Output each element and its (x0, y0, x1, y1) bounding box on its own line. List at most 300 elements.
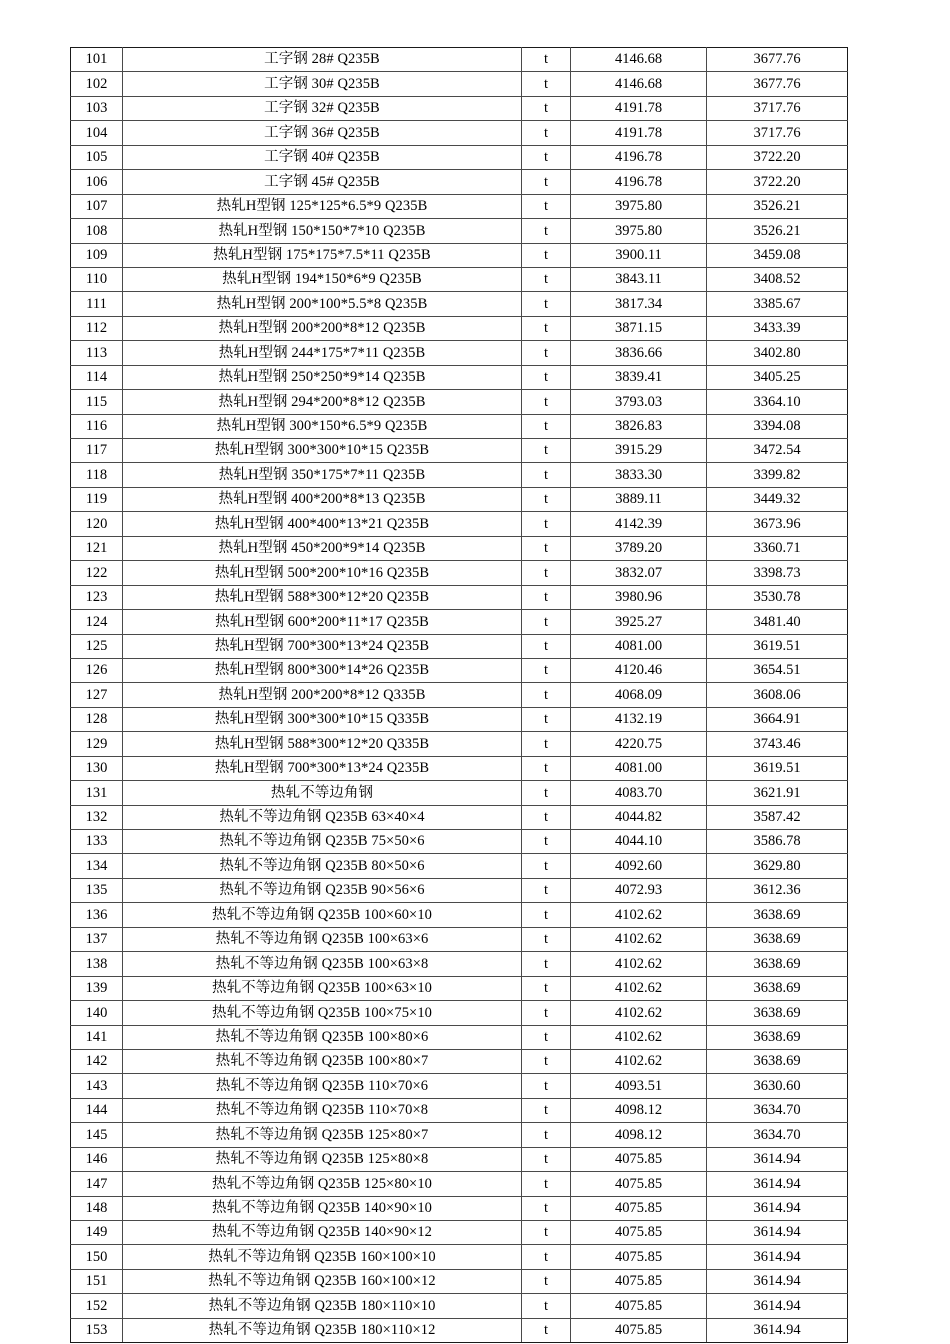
row-price1-cell: 3975.80 (571, 194, 707, 218)
table-row (71, 536, 848, 560)
row-number-cell: 128 (71, 707, 123, 731)
row-price2-cell: 3398.73 (707, 561, 848, 585)
row-number-cell: 132 (71, 805, 123, 829)
row-description-cell: 热轧不等边角钢 Q235B 100×60×10 (123, 903, 522, 927)
row-number-cell: 134 (71, 854, 123, 878)
row-unit-cell: t (522, 170, 571, 194)
row-number-cell: 108 (71, 219, 123, 243)
table-row (71, 952, 848, 976)
row-price2-cell: 3402.80 (707, 341, 848, 365)
row-price1-cell: 4132.19 (571, 707, 707, 731)
row-price1-cell: 3975.80 (571, 219, 707, 243)
table-row (71, 927, 848, 951)
row-unit-cell: t (522, 365, 571, 389)
row-description-cell: 热轧H型钢 244*175*7*11 Q235B (123, 341, 522, 365)
table-row (71, 658, 848, 682)
row-price2-cell: 3472.54 (707, 439, 848, 463)
row-description-cell: 热轧不等边角钢 Q235B 140×90×12 (123, 1221, 522, 1245)
row-number-cell: 115 (71, 390, 123, 414)
table-row (71, 414, 848, 438)
row-price1-cell: 3836.66 (571, 341, 707, 365)
row-price2-cell: 3722.20 (707, 145, 848, 169)
table-row (71, 1221, 848, 1245)
row-unit-cell: t (522, 194, 571, 218)
row-description-cell: 工字钢 28# Q235B (123, 48, 522, 72)
table-row (71, 683, 848, 707)
row-description-cell: 热轧H型钢 194*150*6*9 Q235B (123, 267, 522, 291)
row-unit-cell: t (522, 121, 571, 145)
table-row (71, 145, 848, 169)
row-price2-cell: 3449.32 (707, 487, 848, 511)
row-unit-cell: t (522, 561, 571, 585)
row-price2-cell: 3408.52 (707, 267, 848, 291)
row-number-cell: 117 (71, 439, 123, 463)
row-number-cell: 138 (71, 952, 123, 976)
row-number-cell: 105 (71, 145, 123, 169)
row-price1-cell: 3839.41 (571, 365, 707, 389)
row-price2-cell: 3614.94 (707, 1221, 848, 1245)
row-number-cell: 110 (71, 267, 123, 291)
row-price1-cell: 4102.62 (571, 927, 707, 951)
row-description-cell: 热轧H型钢 800*300*14*26 Q235B (123, 658, 522, 682)
row-price1-cell: 4146.68 (571, 72, 707, 96)
row-description-cell: 工字钢 36# Q235B (123, 121, 522, 145)
row-price2-cell: 3614.94 (707, 1147, 848, 1171)
row-price2-cell: 3638.69 (707, 976, 848, 1000)
row-number-cell: 119 (71, 487, 123, 511)
row-price1-cell: 4102.62 (571, 1001, 707, 1025)
row-description-cell: 热轧不等边角钢 Q235B 180×110×10 (123, 1294, 522, 1318)
row-unit-cell: t (522, 927, 571, 951)
row-description-cell: 热轧H型钢 350*175*7*11 Q235B (123, 463, 522, 487)
row-description-cell: 热轧H型钢 150*150*7*10 Q235B (123, 219, 522, 243)
row-number-cell: 127 (71, 683, 123, 707)
row-price1-cell: 4191.78 (571, 121, 707, 145)
table-row (71, 1074, 848, 1098)
row-price1-cell: 4102.62 (571, 1049, 707, 1073)
table-row (71, 487, 848, 511)
row-price2-cell: 3360.71 (707, 536, 848, 560)
row-price2-cell: 3614.94 (707, 1172, 848, 1196)
price-table-sheet (70, 47, 847, 1343)
row-price2-cell: 3654.51 (707, 658, 848, 682)
row-description-cell: 热轧H型钢 175*175*7.5*11 Q235B (123, 243, 522, 267)
row-price1-cell: 4075.85 (571, 1147, 707, 1171)
row-unit-cell: t (522, 487, 571, 511)
row-price2-cell: 3526.21 (707, 219, 848, 243)
row-price1-cell: 3832.07 (571, 561, 707, 585)
row-price2-cell: 3630.60 (707, 1074, 848, 1098)
row-description-cell: 热轧不等边角钢 Q235B 100×75×10 (123, 1001, 522, 1025)
row-description-cell: 热轧不等边角钢 (123, 781, 522, 805)
table-row (71, 976, 848, 1000)
table-row (71, 512, 848, 536)
row-description-cell: 热轧H型钢 250*250*9*14 Q235B (123, 365, 522, 389)
row-number-cell: 130 (71, 756, 123, 780)
row-unit-cell: t (522, 1294, 571, 1318)
row-number-cell: 146 (71, 1147, 123, 1171)
row-price1-cell: 3900.11 (571, 243, 707, 267)
row-description-cell: 工字钢 32# Q235B (123, 96, 522, 120)
row-unit-cell: t (522, 72, 571, 96)
row-price2-cell: 3638.69 (707, 952, 848, 976)
row-price2-cell: 3743.46 (707, 732, 848, 756)
row-description-cell: 热轧H型钢 300*150*6.5*9 Q235B (123, 414, 522, 438)
row-price1-cell: 4098.12 (571, 1098, 707, 1122)
row-description-cell: 热轧H型钢 600*200*11*17 Q235B (123, 610, 522, 634)
row-number-cell: 141 (71, 1025, 123, 1049)
row-unit-cell: t (522, 390, 571, 414)
row-number-cell: 133 (71, 830, 123, 854)
row-number-cell: 143 (71, 1074, 123, 1098)
row-number-cell: 151 (71, 1269, 123, 1293)
row-price1-cell: 4075.85 (571, 1318, 707, 1342)
row-unit-cell: t (522, 903, 571, 927)
row-unit-cell: t (522, 48, 571, 72)
row-number-cell: 136 (71, 903, 123, 927)
row-unit-cell: t (522, 145, 571, 169)
table-row (71, 1294, 848, 1318)
row-price1-cell: 3980.96 (571, 585, 707, 609)
row-unit-cell: t (522, 878, 571, 902)
row-description-cell: 热轧不等边角钢 Q235B 160×100×12 (123, 1269, 522, 1293)
row-price1-cell: 4220.75 (571, 732, 707, 756)
row-price2-cell: 3722.20 (707, 170, 848, 194)
row-number-cell: 150 (71, 1245, 123, 1269)
row-price1-cell: 4075.85 (571, 1269, 707, 1293)
row-unit-cell: t (522, 1049, 571, 1073)
row-price1-cell: 3793.03 (571, 390, 707, 414)
row-description-cell: 热轧H型钢 400*200*8*13 Q235B (123, 487, 522, 511)
table-body (71, 48, 848, 1343)
row-number-cell: 118 (71, 463, 123, 487)
row-price1-cell: 4075.85 (571, 1196, 707, 1220)
row-number-cell: 140 (71, 1001, 123, 1025)
row-price1-cell: 4146.68 (571, 48, 707, 72)
table-row (71, 219, 848, 243)
table-row (71, 463, 848, 487)
row-unit-cell: t (522, 219, 571, 243)
row-price2-cell: 3619.51 (707, 634, 848, 658)
row-unit-cell: t (522, 96, 571, 120)
row-unit-cell: t (522, 1025, 571, 1049)
table-row (71, 439, 848, 463)
row-description-cell: 热轧H型钢 500*200*10*16 Q235B (123, 561, 522, 585)
table-row (71, 585, 848, 609)
row-price1-cell: 4102.62 (571, 903, 707, 927)
row-description-cell: 热轧H型钢 588*300*12*20 Q335B (123, 732, 522, 756)
row-unit-cell: t (522, 463, 571, 487)
row-unit-cell: t (522, 634, 571, 658)
row-description-cell: 热轧不等边角钢 Q235B 80×50×6 (123, 854, 522, 878)
row-description-cell: 热轧不等边角钢 Q235B 90×56×6 (123, 878, 522, 902)
row-price2-cell: 3399.82 (707, 463, 848, 487)
row-number-cell: 126 (71, 658, 123, 682)
row-unit-cell: t (522, 1221, 571, 1245)
row-price1-cell: 4098.12 (571, 1123, 707, 1147)
row-number-cell: 106 (71, 170, 123, 194)
row-description-cell: 热轧H型钢 125*125*6.5*9 Q235B (123, 194, 522, 218)
row-price2-cell: 3677.76 (707, 48, 848, 72)
row-price2-cell: 3638.69 (707, 927, 848, 951)
table-row (71, 1172, 848, 1196)
row-price1-cell: 4075.85 (571, 1221, 707, 1245)
table-row (71, 267, 848, 291)
row-description-cell: 热轧H型钢 200*200*8*12 Q235B (123, 316, 522, 340)
table-row (71, 805, 848, 829)
row-price1-cell: 4196.78 (571, 170, 707, 194)
row-description-cell: 热轧H型钢 200*100*5.5*8 Q235B (123, 292, 522, 316)
row-unit-cell: t (522, 952, 571, 976)
row-description-cell: 热轧H型钢 400*400*13*21 Q235B (123, 512, 522, 536)
row-number-cell: 120 (71, 512, 123, 536)
row-description-cell: 热轧不等边角钢 Q235B 100×80×6 (123, 1025, 522, 1049)
row-number-cell: 122 (71, 561, 123, 585)
row-price2-cell: 3677.76 (707, 72, 848, 96)
table-row (71, 830, 848, 854)
table-row (71, 634, 848, 658)
table-row (71, 341, 848, 365)
row-price1-cell: 4120.46 (571, 658, 707, 682)
row-price1-cell: 4191.78 (571, 96, 707, 120)
row-unit-cell: t (522, 1147, 571, 1171)
row-price1-cell: 4081.00 (571, 634, 707, 658)
row-number-cell: 102 (71, 72, 123, 96)
row-description-cell: 工字钢 45# Q235B (123, 170, 522, 194)
row-price2-cell: 3586.78 (707, 830, 848, 854)
table-row (71, 292, 848, 316)
row-unit-cell: t (522, 1245, 571, 1269)
table-row (71, 1196, 848, 1220)
row-unit-cell: t (522, 267, 571, 291)
row-price2-cell: 3664.91 (707, 707, 848, 731)
row-price2-cell: 3621.91 (707, 781, 848, 805)
row-number-cell: 125 (71, 634, 123, 658)
row-price1-cell: 4044.10 (571, 830, 707, 854)
table-row (71, 121, 848, 145)
row-description-cell: 热轧不等边角钢 Q235B 125×80×10 (123, 1172, 522, 1196)
table-row (71, 1245, 848, 1269)
row-price1-cell: 4075.85 (571, 1245, 707, 1269)
row-price2-cell: 3459.08 (707, 243, 848, 267)
row-description-cell: 热轧不等边角钢 Q235B 75×50×6 (123, 830, 522, 854)
table-row (71, 194, 848, 218)
row-unit-cell: t (522, 1318, 571, 1342)
row-description-cell: 热轧不等边角钢 Q235B 180×110×12 (123, 1318, 522, 1342)
row-price2-cell: 3385.67 (707, 292, 848, 316)
row-number-cell: 103 (71, 96, 123, 120)
row-description-cell: 热轧不等边角钢 Q235B 100×63×6 (123, 927, 522, 951)
row-price2-cell: 3614.94 (707, 1245, 848, 1269)
row-description-cell: 热轧不等边角钢 Q235B 125×80×7 (123, 1123, 522, 1147)
row-description-cell: 热轧不等边角钢 Q235B 100×63×8 (123, 952, 522, 976)
table-row (71, 561, 848, 585)
row-price2-cell: 3481.40 (707, 610, 848, 634)
row-price2-cell: 3614.94 (707, 1269, 848, 1293)
row-price2-cell: 3619.51 (707, 756, 848, 780)
row-number-cell: 135 (71, 878, 123, 902)
row-unit-cell: t (522, 1196, 571, 1220)
row-price1-cell: 3826.83 (571, 414, 707, 438)
table-row (71, 365, 848, 389)
table-row (71, 1049, 848, 1073)
row-price2-cell: 3614.94 (707, 1196, 848, 1220)
row-number-cell: 149 (71, 1221, 123, 1245)
row-number-cell: 114 (71, 365, 123, 389)
row-unit-cell: t (522, 1269, 571, 1293)
row-number-cell: 104 (71, 121, 123, 145)
row-unit-cell: t (522, 805, 571, 829)
table-row (71, 854, 848, 878)
table-row (71, 170, 848, 194)
row-unit-cell: t (522, 683, 571, 707)
row-price1-cell: 4102.62 (571, 976, 707, 1000)
row-description-cell: 热轧H型钢 700*300*13*24 Q235B (123, 634, 522, 658)
row-unit-cell: t (522, 585, 571, 609)
row-number-cell: 147 (71, 1172, 123, 1196)
row-price2-cell: 3638.69 (707, 1025, 848, 1049)
row-number-cell: 131 (71, 781, 123, 805)
row-unit-cell: t (522, 512, 571, 536)
row-unit-cell: t (522, 781, 571, 805)
row-unit-cell: t (522, 658, 571, 682)
row-price1-cell: 4083.70 (571, 781, 707, 805)
row-price1-cell: 4044.82 (571, 805, 707, 829)
row-unit-cell: t (522, 707, 571, 731)
row-price2-cell: 3673.96 (707, 512, 848, 536)
row-description-cell: 热轧H型钢 200*200*8*12 Q335B (123, 683, 522, 707)
row-description-cell: 热轧H型钢 300*300*10*15 Q335B (123, 707, 522, 731)
row-unit-cell: t (522, 976, 571, 1000)
table-row (71, 732, 848, 756)
row-number-cell: 107 (71, 194, 123, 218)
row-unit-cell: t (522, 439, 571, 463)
row-description-cell: 热轧不等边角钢 Q235B 110×70×8 (123, 1098, 522, 1122)
row-unit-cell: t (522, 830, 571, 854)
row-price2-cell: 3717.76 (707, 121, 848, 145)
row-description-cell: 热轧不等边角钢 Q235B 125×80×8 (123, 1147, 522, 1171)
steel-price-table (70, 47, 848, 1343)
table-row (71, 1147, 848, 1171)
row-price2-cell: 3526.21 (707, 194, 848, 218)
table-row (71, 878, 848, 902)
row-unit-cell: t (522, 732, 571, 756)
table-row (71, 1098, 848, 1122)
row-price1-cell: 4093.51 (571, 1074, 707, 1098)
row-unit-cell: t (522, 1123, 571, 1147)
row-description-cell: 工字钢 40# Q235B (123, 145, 522, 169)
row-price2-cell: 3614.94 (707, 1318, 848, 1342)
row-price2-cell: 3433.39 (707, 316, 848, 340)
row-price2-cell: 3634.70 (707, 1123, 848, 1147)
row-description-cell: 热轧H型钢 700*300*13*24 Q235B (123, 756, 522, 780)
row-price2-cell: 3364.10 (707, 390, 848, 414)
row-price1-cell: 4196.78 (571, 145, 707, 169)
row-price1-cell: 3833.30 (571, 463, 707, 487)
row-number-cell: 123 (71, 585, 123, 609)
row-price1-cell: 4075.85 (571, 1172, 707, 1196)
row-description-cell: 热轧不等边角钢 Q235B 100×63×10 (123, 976, 522, 1000)
row-price2-cell: 3638.69 (707, 1049, 848, 1073)
row-unit-cell: t (522, 756, 571, 780)
row-price1-cell: 4142.39 (571, 512, 707, 536)
row-price1-cell: 4068.09 (571, 683, 707, 707)
row-price1-cell: 4102.62 (571, 1025, 707, 1049)
row-number-cell: 124 (71, 610, 123, 634)
row-price1-cell: 4102.62 (571, 952, 707, 976)
row-unit-cell: t (522, 243, 571, 267)
table-row (71, 1123, 848, 1147)
row-number-cell: 148 (71, 1196, 123, 1220)
row-price2-cell: 3608.06 (707, 683, 848, 707)
row-number-cell: 116 (71, 414, 123, 438)
row-number-cell: 101 (71, 48, 123, 72)
table-row (71, 48, 848, 72)
row-unit-cell: t (522, 610, 571, 634)
row-description-cell: 热轧不等边角钢 Q235B 140×90×10 (123, 1196, 522, 1220)
row-number-cell: 153 (71, 1318, 123, 1342)
row-unit-cell: t (522, 341, 571, 365)
row-price1-cell: 3889.11 (571, 487, 707, 511)
row-price2-cell: 3638.69 (707, 1001, 848, 1025)
row-number-cell: 145 (71, 1123, 123, 1147)
row-price1-cell: 3925.27 (571, 610, 707, 634)
table-row (71, 96, 848, 120)
table-row (71, 390, 848, 414)
row-price2-cell: 3614.94 (707, 1294, 848, 1318)
row-price2-cell: 3717.76 (707, 96, 848, 120)
row-price2-cell: 3530.78 (707, 585, 848, 609)
row-description-cell: 热轧H型钢 450*200*9*14 Q235B (123, 536, 522, 560)
row-description-cell: 热轧不等边角钢 Q235B 63×40×4 (123, 805, 522, 829)
row-description-cell: 热轧不等边角钢 Q235B 100×80×7 (123, 1049, 522, 1073)
row-price1-cell: 3789.20 (571, 536, 707, 560)
row-number-cell: 112 (71, 316, 123, 340)
row-price2-cell: 3394.08 (707, 414, 848, 438)
row-number-cell: 111 (71, 292, 123, 316)
row-unit-cell: t (522, 1001, 571, 1025)
row-description-cell: 工字钢 30# Q235B (123, 72, 522, 96)
row-unit-cell: t (522, 1098, 571, 1122)
row-unit-cell: t (522, 854, 571, 878)
row-price2-cell: 3587.42 (707, 805, 848, 829)
table-row (71, 756, 848, 780)
table-row (71, 72, 848, 96)
row-price1-cell: 3871.15 (571, 316, 707, 340)
row-number-cell: 137 (71, 927, 123, 951)
table-row (71, 1318, 848, 1342)
row-price1-cell: 4081.00 (571, 756, 707, 780)
row-price1-cell: 3817.34 (571, 292, 707, 316)
row-number-cell: 152 (71, 1294, 123, 1318)
row-unit-cell: t (522, 292, 571, 316)
row-number-cell: 142 (71, 1049, 123, 1073)
row-price2-cell: 3634.70 (707, 1098, 848, 1122)
row-price2-cell: 3405.25 (707, 365, 848, 389)
row-unit-cell: t (522, 1172, 571, 1196)
row-price1-cell: 4072.93 (571, 878, 707, 902)
row-unit-cell: t (522, 1074, 571, 1098)
row-price2-cell: 3612.36 (707, 878, 848, 902)
row-number-cell: 129 (71, 732, 123, 756)
table-row (71, 1001, 848, 1025)
row-price1-cell: 4075.85 (571, 1294, 707, 1318)
row-number-cell: 121 (71, 536, 123, 560)
table-row (71, 1269, 848, 1293)
row-price2-cell: 3629.80 (707, 854, 848, 878)
row-number-cell: 113 (71, 341, 123, 365)
row-number-cell: 144 (71, 1098, 123, 1122)
